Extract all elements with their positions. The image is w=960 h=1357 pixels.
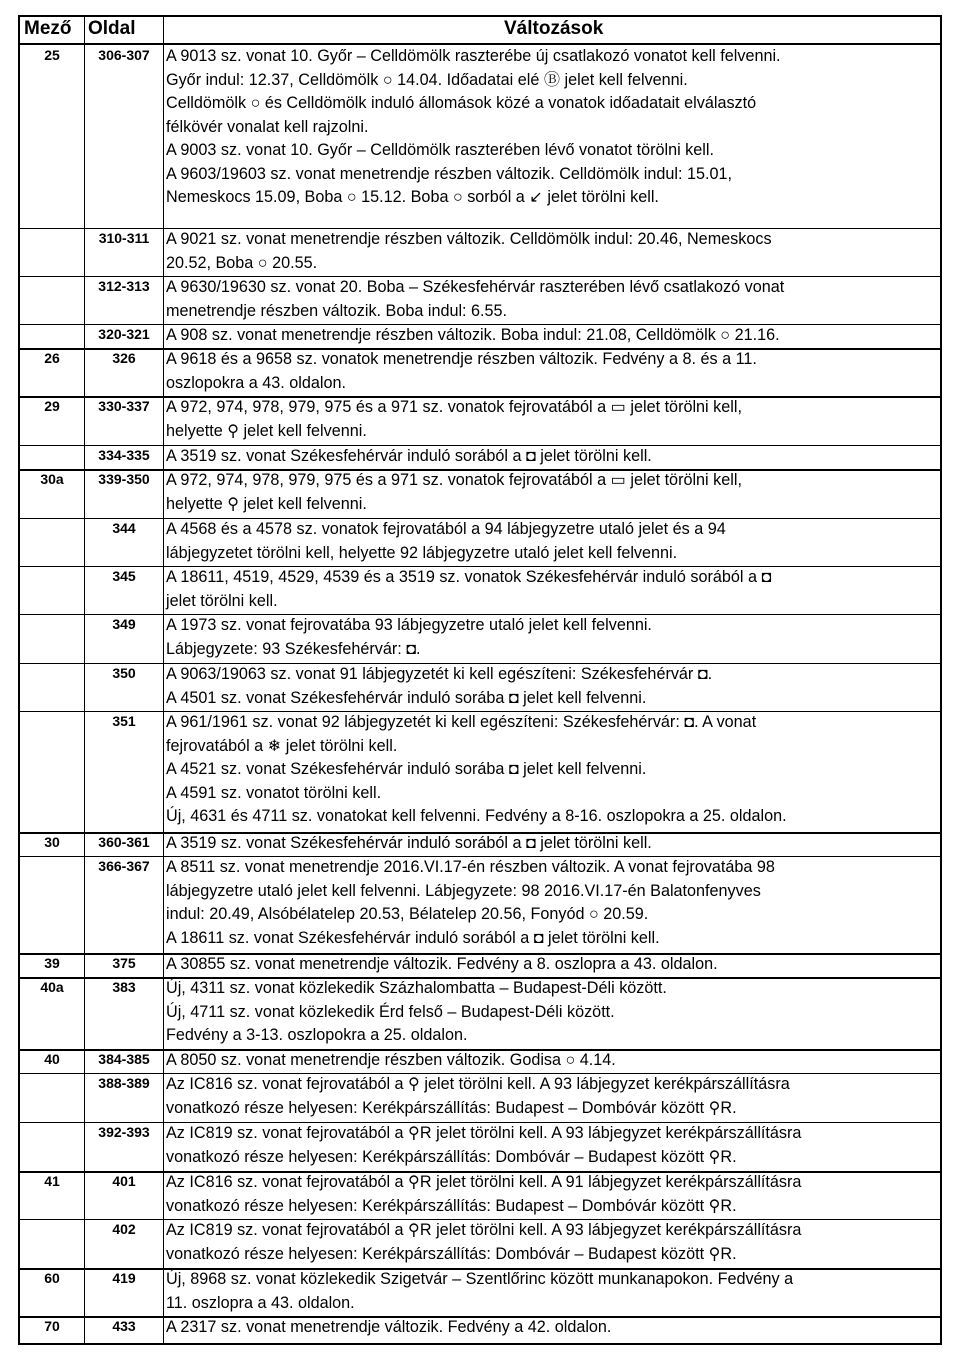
cell-oldal: 392-393 (98, 1124, 150, 1140)
table-row (20, 324, 940, 348)
cell-mezo: 30 (44, 834, 60, 850)
table-row (20, 953, 940, 977)
table-row (20, 469, 940, 518)
cell-valtozasok: A 9021 sz. vonat menetrendje részben változik. Celldömölk indul: 20.46, Nemeskocs 20.52, Boba ○ 20.55. (166, 230, 772, 272)
cell-valtozasok: Az IC819 sz. vonat fejrovatából a ⚲R jelet törölni kell. A 93 lábjegyzet kerékpárszállításra vonatkozó része helyesen: Kerékpárszállítás: Dombóvár – Budapest között ⚲R. (166, 1124, 802, 1166)
cell-valtozasok: Új, 8968 sz. vonat közlekedik Szigetvár – Szentlőrinc között munkanapokon. Fedvény a 11. oszlopra a 43. oldalon. (166, 1270, 794, 1312)
cell-valtozasok: A 2317 sz. vonat menetrendje változik. Fedvény a 42. oldalon. (166, 1318, 612, 1336)
table-row (20, 228, 940, 276)
cell-mezo: 39 (44, 955, 60, 971)
column-divider (163, 17, 164, 45)
cell-oldal: 320-321 (98, 326, 150, 342)
cell-mezo: 60 (44, 1270, 60, 1286)
table-row (20, 1049, 940, 1073)
cell-valtozasok: A 30855 sz. vonat menetrendje változik. Fedvény a 8. oszlopra a 43. oldalon. (166, 955, 718, 973)
cell-valtozasok: A 961/1961 sz. vonat 92 lábjegyzetét ki kell egészíteni: Székesfehérvár: ◘. A vonat fejrovatából a ❄ jelet törölni kell. A 4521 sz. vonat Székesfehérvár induló sorába ◘ jelet kell felvenni. A 4591 sz. vonatot törölni kell. Új, 4631 és 4711 sz. vonatokat kell felvenni. Fedvény a 8-16. oszlopokra a 25. oldalon. (166, 713, 787, 825)
cell-oldal: 375 (112, 955, 136, 971)
cell-oldal: 384-385 (98, 1051, 150, 1067)
table-row (20, 45, 940, 228)
cell-mezo: 25 (44, 47, 60, 63)
cell-valtozasok: A 8511 sz. vonat menetrendje 2016.VI.17-én részben változik. A vonat fejrovatába 98 lábjegyzetre utaló jelet kell felvenni. Lábjegyzete: 98 2016.VI.17-én Balatonfenyves indul: 20.49, Alsóbélatelep 20.53, Bélatelep 20.56, Fonyód ○ 20.59. A 18611 sz. vonat Székesfehérvár induló sorából a ◘ jelet törölni kell. (166, 858, 775, 947)
cell-oldal: 344 (112, 520, 136, 536)
cell-valtozasok: A 9618 és a 9658 sz. vonatok menetrendje részben változik. Fedvény a 8. és a 11. oszlopokra a 43. oldalon. (166, 350, 757, 392)
cell-oldal: 310-311 (98, 230, 150, 246)
cell-valtozasok: A 972, 974, 978, 979, 975 és a 971 sz. vonatok fejrovatából a ▭ jelet törölni kell, helyette ⚲ jelet kell felvenni. (166, 398, 742, 440)
cell-mezo: 41 (44, 1173, 60, 1189)
table-row (20, 711, 940, 832)
table-row (20, 348, 940, 396)
cell-valtozasok: A 3519 sz. vonat Székesfehérvár induló sorából a ◘ jelet törölni kell. (166, 834, 652, 852)
cell-oldal: 334-335 (98, 447, 150, 463)
cell-valtozasok: A 18611, 4519, 4529, 4539 és a 3519 sz. vonatok Székesfehérvár induló sorából a ◘ jelet törölni kell. (166, 568, 772, 610)
table-row (20, 1268, 940, 1316)
table-row (20, 1316, 940, 1347)
table-row (20, 832, 940, 856)
cell-oldal: 351 (112, 713, 136, 729)
cell-valtozasok: A 4568 és a 4578 sz. vonatok fejrovatából a 94 lábjegyzetre utaló jelet és a 94 lábjegyzetet törölni kell, helyette 92 lábjegyzetre utaló jelet kell felvenni. (166, 520, 726, 562)
cell-oldal: 349 (112, 616, 136, 632)
cell-valtozasok: Az IC819 sz. vonat fejrovatából a ⚲R jelet törölni kell. A 93 lábjegyzet kerékpárszállításra vonatkozó része helyesen: Kerékpárszállítás: Dombóvár – Budapest között ⚲R. (166, 1221, 802, 1263)
cell-valtozasok: A 908 sz. vonat menetrendje részben változik. Boba indul: 21.08, Celldömölk ○ 21.16. (166, 326, 780, 344)
cell-oldal: 360-361 (98, 834, 150, 850)
cell-oldal: 419 (112, 1270, 136, 1286)
table-row (20, 445, 940, 469)
table-row (20, 276, 940, 324)
header-valtozasok: Változások (504, 18, 604, 39)
table-row (20, 1122, 940, 1171)
cell-oldal: 433 (112, 1318, 136, 1334)
cell-valtozasok: A 9630/19630 sz. vonat 20. Boba – Székesfehérvár raszterében lévő csatlakozó vonat menetrendje részben változik. Boba indul: 6.55. (166, 278, 785, 320)
cell-oldal: 326 (112, 350, 136, 366)
table-body (20, 45, 940, 1345)
cell-oldal: 383 (112, 979, 136, 995)
table-row (20, 396, 940, 445)
table-header (20, 17, 940, 45)
cell-mezo: 26 (44, 350, 60, 366)
cell-mezo: 29 (44, 398, 60, 414)
table-row (20, 663, 940, 711)
cell-valtozasok: A 9013 sz. vonat 10. Győr – Celldömölk raszterébe új csatlakozó vonatot kell felvenni. Győr indul: 12.37, Celldömölk ○ 14.04. Időadatai elé Ⓑ jelet kell felvenni. Celldömölk ○ és Celldömölk induló állomások közé a vonatok időadatait elválasztó félkövér vonalat kell rajzolni. A 9003 sz. vonat 10. Győr – Celldömölk raszterében lévő vonatot törölni kell. A 9603/19603 sz. vonat menetrendje részben változik. Celldömölk indul: 15.01, Nemeskocs 15.09, Boba ○ 15.12. Boba ○ sorból a ↙ jelet törölni kell. (166, 47, 781, 206)
cell-oldal: 312-313 (98, 278, 150, 294)
cell-oldal: 388-389 (98, 1075, 150, 1091)
table-row (20, 1219, 940, 1268)
cell-valtozasok: Az IC816 sz. vonat fejrovatából a ⚲R jelet törölni kell. A 91 lábjegyzet kerékpárszállításra vonatkozó része helyesen: Kerékpárszállítás: Budapest – Dombóvár között ⚲R. (166, 1173, 802, 1215)
cell-valtozasok: A 9063/19063 sz. vonat 91 lábjegyzetét ki kell egészíteni: Székesfehérvár ◘. A 4501 sz. vonat Székesfehérvár induló sorába ◘ jelet kell felvenni. (166, 665, 713, 707)
cell-valtozasok: Az IC816 sz. vonat fejrovatából a ⚲ jelet törölni kell. A 93 lábjegyzet kerékpárszállításra vonatkozó része helyesen: Kerékpárszállítás: Budapest – Dombóvár között ⚲R. (166, 1075, 790, 1117)
cell-oldal: 402 (112, 1221, 136, 1237)
cell-valtozasok: A 3519 sz. vonat Székesfehérvár induló sorából a ◘ jelet törölni kell. (166, 447, 652, 465)
table-row (20, 977, 940, 1049)
cell-oldal: 401 (112, 1173, 136, 1189)
changes-table (18, 15, 942, 1345)
cell-valtozasok: A 1973 sz. vonat fejrovatába 93 lábjegyzetre utaló jelet kell felvenni. Lábjegyzete: 93 Székesfehérvár: ◘. (166, 616, 652, 658)
cell-mezo: 30a (40, 471, 64, 487)
cell-mezo: 40a (40, 979, 64, 995)
cell-oldal: 345 (112, 568, 136, 584)
table-row (20, 614, 940, 663)
cell-oldal: 350 (112, 665, 136, 681)
cell-mezo: 70 (44, 1318, 60, 1334)
cell-valtozasok: A 8050 sz. vonat menetrendje részben változik. Godisa ○ 4.14. (166, 1051, 616, 1069)
header-oldal: Oldal (88, 18, 136, 39)
cell-valtozasok: Új, 4311 sz. vonat közlekedik Százhalombatta – Budapest-Déli között. Új, 4711 sz. vonat közlekedik Érd felső – Budapest-Déli között. Fedvény a 3-13. oszlopokra a 25. oldalon. (166, 979, 667, 1044)
cell-oldal: 330-337 (98, 398, 150, 414)
cell-oldal: 339-350 (98, 471, 150, 487)
table-row (20, 1171, 940, 1219)
cell-mezo: 40 (44, 1051, 60, 1067)
header-mezo: Mező (24, 18, 72, 39)
table-row (20, 518, 940, 566)
table-row (20, 1073, 940, 1122)
column-divider (84, 17, 85, 45)
table-row (20, 566, 940, 614)
cell-valtozasok: A 972, 974, 978, 979, 975 és a 971 sz. vonatok fejrovatából a ▭ jelet törölni kell, helyette ⚲ jelet kell felvenni. (166, 471, 742, 513)
table-row (20, 856, 940, 953)
cell-oldal: 366-367 (98, 858, 150, 874)
cell-oldal: 306-307 (98, 47, 150, 63)
